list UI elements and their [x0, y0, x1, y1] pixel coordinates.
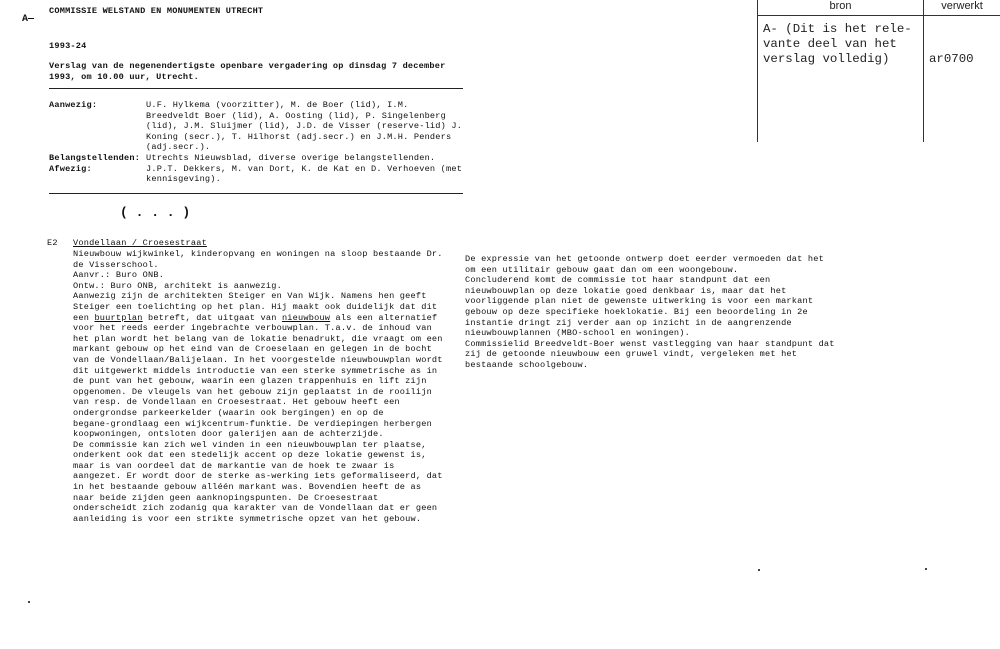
- item-body-left: [73, 249, 468, 524]
- present-list: [146, 100, 469, 153]
- body-line: nieuwbouwplan op deze lokatie goed denkbaar is, maar dat het: [465, 285, 787, 296]
- body-line: onderkent ook dat een stedelijk accent op deze lokatie gewenst is,: [73, 450, 427, 461]
- body-line: een buurtplan betreft, dat uitgaat van nieuwbouw als een alternatief: [73, 312, 438, 323]
- report-title-line: Verslag van de negenendertigste openbare vergadering op dinsdag 7 december: [49, 61, 446, 71]
- body-line: Commissielid Breedveldt-Boer wenst vastlegging van haar standpunt dat: [465, 338, 835, 349]
- body-line: begane-grondlaag een wijkcentrum-funktie. De verdiepingen herbergen: [73, 418, 432, 429]
- absent-list: [146, 164, 469, 185]
- stakeholders-row: [49, 153, 469, 164]
- verwerkt-header: verwerkt: [941, 0, 983, 12]
- body-line: naar beide zijden geen aanknopingspunten. De Croesestraat: [73, 492, 379, 503]
- item-title: Vondellaan / Croesestraat: [73, 238, 207, 248]
- attendance-block: [49, 100, 469, 185]
- body-line: De commissie kan zich wel vinden in een nieuwbouwplan ter plaatse,: [73, 439, 427, 450]
- divider: [49, 193, 463, 194]
- omitted-text-marker: ( . . . ): [120, 205, 191, 220]
- body-line: van resp. de Vondellaan en Croesestraat. Het gebouw heeft een: [73, 397, 400, 408]
- body-line: bestaande schoolgebouw.: [465, 359, 589, 370]
- body-line: van de Vondellaan/Balijelaan. In het voorgestelde nieuwbouwplan wordt: [73, 354, 443, 365]
- body-line: Concluderend komt de commissie tot haar standpunt dat een: [465, 275, 771, 286]
- body-line: markant gebouw op het eind van de Croeselaan en gelegen in de bocht: [73, 344, 432, 355]
- body-line: Aanwezig zijn de architekten Steiger en Van Wijk. Namens hen geeft: [73, 291, 427, 302]
- stakeholders-value: Utrechts Nieuwsblad, diverse overige belangstellenden.: [146, 152, 436, 163]
- body-line: zij de getoonde nieuwbouw een gruwel vindt, vergeleken met het: [465, 349, 798, 360]
- body-line: de Visserschool.: [73, 259, 159, 270]
- body-line: maar is van oordeel dat de markantie van de hoek te zwaar is: [73, 460, 395, 471]
- absent-line: kennisgeving).: [146, 174, 221, 185]
- item-body-right: [465, 254, 845, 371]
- body-line: in het bestaande gebouw alléén markant was. Bovendien heeft de as: [73, 482, 422, 493]
- stakeholders-label: Belangstellenden:: [49, 152, 141, 163]
- source-note-line: vante deel van het: [763, 37, 897, 51]
- bron-header: bron: [829, 0, 852, 12]
- source-note: [763, 22, 912, 67]
- body-line: om een utilitair gebouw gaat dan om een woongebouw.: [465, 264, 739, 275]
- absent-line: J.P.T. Dekkers, M. van Dort, K. de Kat en D. Verhoeven (met: [146, 163, 463, 174]
- archive-code: ar0700: [929, 52, 974, 66]
- body-line: Aanvr.: Buro ONB.: [73, 270, 165, 281]
- present-label: Aanwezig:: [49, 100, 98, 110]
- body-line: Steiger een toelichting op het plan. Hij maakt ook duidelijk dat dit: [73, 301, 438, 312]
- body-line: gebouw op deze specifieke hoeklokatie. Bij een beoordeling in 2e: [465, 306, 808, 317]
- item-code: E2: [47, 238, 58, 248]
- body-line: ondergrondse parkeerkelder (waarin ook bergingen) en op de: [73, 407, 384, 418]
- body-line: het plan wordt het belang van de lokatie benadrukt, die vraagt om een: [73, 333, 443, 344]
- present-line: (adj.secr.).: [146, 142, 211, 153]
- divider: [49, 88, 463, 89]
- body-line: voorliggende plan niet de gewenste uitwerking is voor een markant: [465, 296, 814, 307]
- body-line: aanleiding is voor een strikte symmetrische opzet van het gebouw.: [73, 513, 422, 524]
- absent-label: Afwezig:: [49, 163, 92, 174]
- present-row: [49, 100, 469, 153]
- scan-speck: [28, 601, 30, 603]
- body-line: voor het reeds eerder ingebrachte verbouwplan. T.a.v. de inhoud van: [73, 323, 432, 334]
- body-line: koopwoningen, ontsloten door galerijen aan de achterzijde.: [73, 429, 384, 440]
- report-title-line: 1993, om 10.00 uur, Utrecht.: [49, 71, 199, 82]
- margin-mark: A—: [22, 14, 35, 25]
- body-line: nieuwbouwplannen (MBO-school en woningen).: [465, 328, 690, 339]
- source-note-line: verslag volledig): [763, 52, 890, 66]
- panel-header-rule: [757, 15, 1000, 16]
- present-line: (lid), J.M. Sluijmer (lid), J.D. de Visser (reserve-lid) J.: [146, 121, 463, 132]
- body-line: instantie dringt zij verder aan op inzicht in de aangrenzende: [465, 317, 792, 328]
- panel-border-middle: [923, 0, 924, 142]
- scan-speck: [758, 569, 760, 571]
- body-line: de punt van het gebouw, waarin een glazen trappenhuis en lift zijn: [73, 376, 427, 387]
- body-line: onderscheidt zich zodanig qua karakter van de Vondellaan dat er geen: [73, 503, 438, 514]
- present-line: Breedveldt Boer (lid), A. Oosting (lid), P. Singelenberg: [146, 110, 446, 121]
- scan-speck: [925, 568, 927, 570]
- report-title: [49, 61, 469, 82]
- body-line: De expressie van het getoonde ontwerp doet eerder vermoeden dat het: [465, 254, 824, 264]
- body-line: aangezet. Er wordt door de sterke as-werking iets geformaliseerd, dat: [73, 471, 443, 482]
- source-note-line: A- (Dit is het rele-: [763, 22, 912, 36]
- organization-name: COMMISSIE WELSTAND EN MONUMENTEN UTRECHT: [49, 6, 264, 16]
- body-line: opgenomen. De vleugels van het gebouw zijn geplaatst in de rooilijn: [73, 386, 432, 397]
- panel-border-left: [757, 0, 758, 142]
- body-line: Nieuwbouw wijkwinkel, kinderopvang en woningen na sloop bestaande Dr.: [73, 249, 443, 259]
- absent-row: [49, 164, 469, 185]
- report-year: 1993-24: [49, 41, 87, 51]
- body-line: dit uitgewerkt middels introductie van een sterke symmetrische as in: [73, 365, 438, 376]
- present-line: U.F. Hylkema (voorzitter), M. de Boer (lid), I.M.: [146, 100, 409, 110]
- body-line: Ontw.: Buro ONB, architekt is aanwezig.: [73, 280, 282, 291]
- present-line: Koning (secr.), T. Hilhorst (adj.secr.) en J.M.H. Penders: [146, 131, 452, 142]
